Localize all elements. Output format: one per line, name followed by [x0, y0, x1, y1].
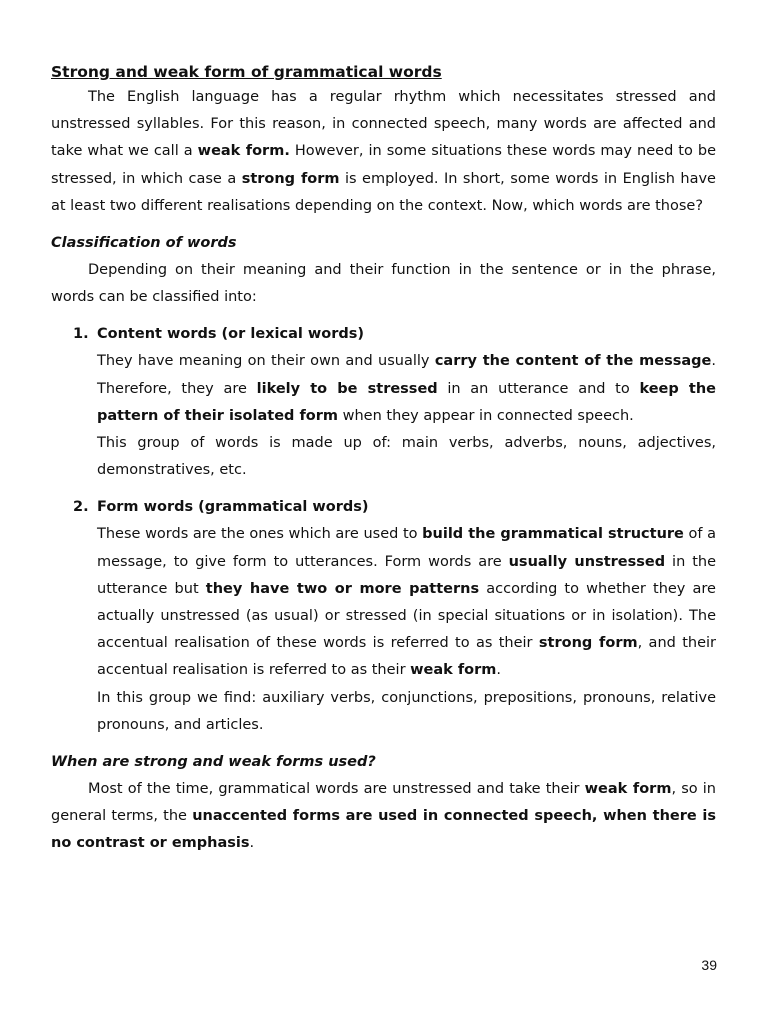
classification-paragraph: Depending on their meaning and their function in the sentence or in the phrase, words can be classified into:: [51, 262, 716, 306]
form-words-group: In this group we find: auxiliary verbs, conjunctions, prepositions, pronouns, relative pronouns, and articles.: [97, 689, 716, 733]
intro-text-2: However, in some situations these words may need to be stressed, in which case a: [51, 143, 716, 187]
intro-text-3: is employed. In short, some words in English have at least two different realisations depending on the context. Now, which words are those?: [51, 170, 716, 214]
form-words-text-6: .: [496, 662, 502, 679]
intro-bold-weak-form: weak form.: [197, 143, 290, 160]
usage-text-1: Most of the time, grammatical words are unstressed and take their: [88, 781, 585, 798]
form-words-text-2: of a message, to give form to utterances. Form words are: [97, 526, 716, 570]
content-words-text-2: . Therefore, they are: [97, 353, 716, 397]
content-words-group: This group of words is made up of: main verbs, adverbs, nouns, adjectives, demonstratives, etc.: [97, 435, 716, 479]
usage-text-3: .: [249, 835, 255, 852]
content-words-description: [97, 348, 716, 430]
form-words-bold-2: usually unstressed: [508, 553, 666, 570]
classification-heading: Classification of words: [51, 235, 237, 252]
form-words-bold-5: weak form: [410, 662, 497, 679]
form-words-bold-4: strong form: [538, 635, 638, 652]
form-words-text-4: according to whether they are actually unstressed (as usual) or stressed (in special situations or in isolation). The accentual realisation of these words is referred to as their: [97, 580, 716, 652]
page-content: [51, 60, 716, 858]
usage-bold-1: weak form: [584, 781, 672, 798]
intro-bold-strong-form: strong form: [241, 170, 340, 187]
usage-text-2: , so in general terms, the: [51, 781, 716, 825]
content-words-title: Content words (or lexical words): [97, 326, 365, 343]
word-classes-list: [51, 321, 716, 739]
page-number: 39: [701, 957, 717, 973]
content-words-text-4: when they appear in connected speech.: [338, 407, 634, 424]
intro-paragraph: [51, 84, 716, 220]
intro-text-1: The English language has a regular rhythm which necessitates stressed and unstressed syllables. For this reason, in connected speech, many words are affected and take what we call a: [51, 89, 716, 160]
form-words-bold-1: build the grammatical structure: [422, 526, 684, 543]
content-words-text-1: They have meaning on their own and usually: [97, 353, 435, 370]
content-words-bold-1: carry the content of the message: [434, 353, 712, 370]
page-title: Strong and weak form of grammatical words: [51, 63, 442, 81]
form-words-bold-3: they have two or more patterns: [205, 580, 480, 597]
usage-paragraph: [51, 776, 716, 858]
form-words-description: [97, 521, 716, 684]
list-item-content-words: [51, 321, 716, 484]
form-words-text-1: These words are the ones which are used to: [97, 526, 423, 543]
list-number: 1.: [73, 326, 89, 343]
form-words-text-5: , and their accentual realisation is referred to as their: [97, 635, 716, 679]
usage-bold-2: unaccented forms are used in connected speech, when there is no contrast or emphasis: [51, 808, 716, 852]
content-words-text-3: in an utterance and to: [437, 380, 640, 397]
usage-heading: When are strong and weak forms used?: [51, 754, 376, 771]
form-words-title: Form words (grammatical words): [97, 499, 369, 516]
content-words-bold-2: likely to be stressed: [256, 380, 438, 397]
form-words-text-3: in the utterance but: [97, 553, 716, 597]
content-words-bold-3: keep the pattern of their isolated form: [97, 380, 716, 424]
list-number: 2.: [73, 499, 89, 516]
list-item-form-words: [51, 494, 716, 739]
